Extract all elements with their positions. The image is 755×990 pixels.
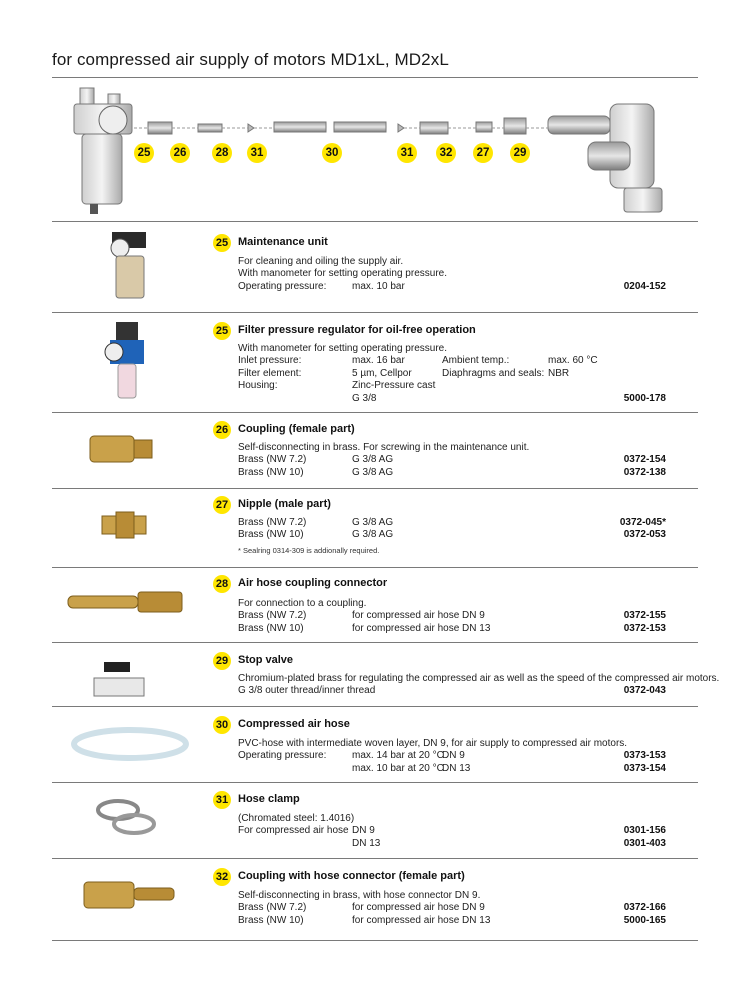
spec-text: max. 14 bar at 20 °C bbox=[352, 750, 444, 762]
spec-text: For cleaning and oiling the supply air. bbox=[238, 256, 404, 267]
item-number-badge: 29 bbox=[213, 652, 231, 670]
row-divider bbox=[52, 488, 698, 489]
spec-text: G 3/8 AG bbox=[352, 517, 394, 528]
title-divider bbox=[52, 77, 698, 78]
spec-text: Operating pressure: bbox=[238, 280, 327, 292]
spec-text: Zinc-Pressure cast bbox=[352, 380, 436, 392]
product-image bbox=[60, 714, 200, 775]
spec-text: max. 60 °C bbox=[548, 355, 598, 367]
item-number-badge: 28 bbox=[213, 575, 231, 593]
maintenance-unit-drawing bbox=[74, 88, 132, 214]
spec-text: Ambient temp.: bbox=[442, 355, 510, 367]
section-divider bbox=[52, 221, 698, 222]
spec-text: max. 10 bar bbox=[352, 280, 405, 292]
article-number: 0372-043 bbox=[623, 685, 666, 697]
spec-text: With manometer for setting operating pressure. bbox=[238, 343, 447, 354]
item-title: Coupling with hose connector (female part) bbox=[238, 870, 465, 882]
spec-text: for compressed air hose DN 9 bbox=[352, 610, 485, 622]
spec-text: G 3/8 outer thread/inner thread bbox=[238, 685, 376, 697]
air-hose-thumbnail-icon bbox=[60, 714, 200, 770]
product-image bbox=[60, 496, 200, 557]
spec-text: DN 9 bbox=[442, 750, 465, 762]
spec-text: G 3/8 AG bbox=[352, 529, 394, 541]
spec-text: For connection to a coupling. bbox=[238, 598, 367, 609]
spec-text: Brass (NW 7.2) bbox=[238, 454, 307, 466]
product-image bbox=[60, 788, 200, 849]
row-divider bbox=[52, 940, 698, 941]
spec-text: 5 µm, Cellpor bbox=[352, 367, 412, 379]
row-divider bbox=[52, 706, 698, 707]
item-number-badge: 31 bbox=[213, 791, 231, 809]
row-divider bbox=[52, 782, 698, 783]
product-image bbox=[60, 866, 200, 927]
product-image bbox=[60, 420, 200, 481]
filter-regulator-thumbnail-icon bbox=[60, 318, 200, 402]
callout-badge: 32 bbox=[436, 143, 456, 163]
article-number: 0373-153 bbox=[623, 750, 666, 762]
page-title: for compressed air supply of motors MD1xL, MD2xL bbox=[52, 50, 449, 69]
item-title: Maintenance unit bbox=[238, 236, 328, 248]
spec-text: DN 9 bbox=[352, 825, 375, 837]
coupling-hose-connector-thumbnail-icon bbox=[60, 866, 200, 922]
item-number-badge: 26 bbox=[213, 421, 231, 439]
hose-coupling-connector-thumbnail-icon bbox=[60, 572, 200, 628]
product-image bbox=[60, 572, 200, 633]
callout-badge: 30 bbox=[322, 143, 342, 163]
article-number: 0301-156 bbox=[623, 825, 666, 837]
spec-text: max. 10 bar at 20 °C bbox=[352, 762, 444, 774]
article-number: 0372-153 bbox=[623, 622, 666, 634]
spec-text: G 3/8 bbox=[352, 392, 377, 404]
article-number: 0372-155 bbox=[623, 610, 666, 622]
row-divider bbox=[52, 312, 698, 313]
item-number-badge: 32 bbox=[213, 868, 231, 886]
article-number: 0373-154 bbox=[623, 762, 666, 774]
spec-text: DN 13 bbox=[442, 762, 471, 774]
article-number: 0372-138 bbox=[623, 466, 666, 478]
item-title: Compressed air hose bbox=[238, 718, 350, 730]
item-title: Air hose coupling connector bbox=[238, 577, 388, 589]
item-title: Hose clamp bbox=[238, 793, 300, 805]
spec-text: Housing: bbox=[238, 380, 278, 392]
spec-text: NBR bbox=[548, 367, 570, 379]
spec-text: Filter element: bbox=[238, 367, 302, 379]
article-number: 0372-045* bbox=[619, 517, 666, 528]
spec-text: (Chromated steel: 1.4016) bbox=[238, 813, 355, 824]
spec-text: Brass (NW 7.2) bbox=[238, 610, 307, 622]
callout-badge: 25 bbox=[134, 143, 154, 163]
callout-badge: 31 bbox=[247, 143, 267, 163]
spec-text: PVC-hose with intermediate woven layer, DN 9, for air supply to compressed air motors. bbox=[238, 738, 628, 749]
spec-text: Brass (NW 10) bbox=[238, 529, 304, 541]
item-number-badge: 27 bbox=[213, 496, 231, 514]
callout-badge: 27 bbox=[473, 143, 493, 163]
footnote: * Sealring 0314-309 is addionally required. bbox=[238, 545, 380, 555]
maintenance-unit-thumbnail-icon bbox=[60, 226, 200, 302]
spec-text: Diaphragms and seals: bbox=[442, 367, 545, 379]
item-title: Coupling (female part) bbox=[238, 423, 355, 435]
spec-text: for compressed air hose DN 9 bbox=[352, 902, 485, 914]
spec-text: With manometer for setting operating pressure. bbox=[238, 268, 447, 280]
row-divider bbox=[52, 858, 698, 859]
spec-text: Inlet pressure: bbox=[238, 355, 302, 367]
product-image bbox=[60, 226, 200, 307]
article-number: 0372-053 bbox=[623, 529, 666, 541]
nipple-male-thumbnail-icon bbox=[60, 496, 200, 552]
spec-text: Chromium-plated brass for regulating the compressed air as well as the speed of the compressed air motors. bbox=[238, 673, 720, 684]
item-number-badge: 25 bbox=[213, 234, 231, 252]
spec-text: for compressed air hose DN 13 bbox=[352, 914, 491, 926]
article-number: 0372-166 bbox=[623, 902, 666, 914]
spec-text: Brass (NW 10) bbox=[238, 914, 304, 926]
callout-badge: 31 bbox=[397, 143, 417, 163]
callout-badge: 26 bbox=[170, 143, 190, 163]
spec-text: max. 16 bar bbox=[352, 355, 405, 367]
spec-text: For compressed air hose bbox=[238, 825, 349, 837]
callout-badge: 28 bbox=[212, 143, 232, 163]
item-title: Stop valve bbox=[238, 654, 294, 666]
row-divider bbox=[52, 412, 698, 413]
spec-text: Brass (NW 7.2) bbox=[238, 902, 307, 914]
article-number: 5000-165 bbox=[623, 914, 666, 926]
spec-text: Brass (NW 10) bbox=[238, 466, 304, 478]
item-number-badge: 25 bbox=[213, 322, 231, 340]
spec-text: Brass (NW 7.2) bbox=[238, 517, 307, 528]
hose-clamp-thumbnail-icon bbox=[60, 788, 200, 844]
spec-text: Self-disconnecting in brass. For screwing in the maintenance unit. bbox=[238, 442, 530, 453]
row-divider bbox=[52, 642, 698, 643]
coupling-female-thumbnail-icon bbox=[60, 420, 200, 476]
product-image bbox=[60, 648, 200, 709]
callout-badge: 29 bbox=[510, 143, 530, 163]
article-number: 0301-403 bbox=[623, 837, 666, 849]
spec-text: for compressed air hose DN 13 bbox=[352, 622, 491, 634]
spec-text: G 3/8 AG bbox=[352, 466, 394, 478]
row-divider bbox=[52, 567, 698, 568]
assembly-diagram bbox=[52, 80, 698, 220]
spec-text: G 3/8 AG bbox=[352, 454, 394, 466]
spec-text: Operating pressure: bbox=[238, 750, 327, 762]
spec-text: Brass (NW 10) bbox=[238, 622, 304, 634]
spec-text: Self-disconnecting in brass, with hose connector DN 9. bbox=[238, 890, 481, 901]
item-number-badge: 30 bbox=[213, 716, 231, 734]
article-number: 5000-178 bbox=[623, 392, 666, 404]
product-image bbox=[60, 318, 200, 407]
item-title: Nipple (male part) bbox=[238, 498, 331, 510]
article-number: 0372-154 bbox=[623, 454, 666, 466]
article-number: 0204-152 bbox=[623, 280, 666, 292]
stop-valve-thumbnail-icon bbox=[60, 648, 200, 704]
item-title: Filter pressure regulator for oil-free operation bbox=[238, 324, 476, 336]
spec-text: DN 13 bbox=[352, 837, 381, 849]
